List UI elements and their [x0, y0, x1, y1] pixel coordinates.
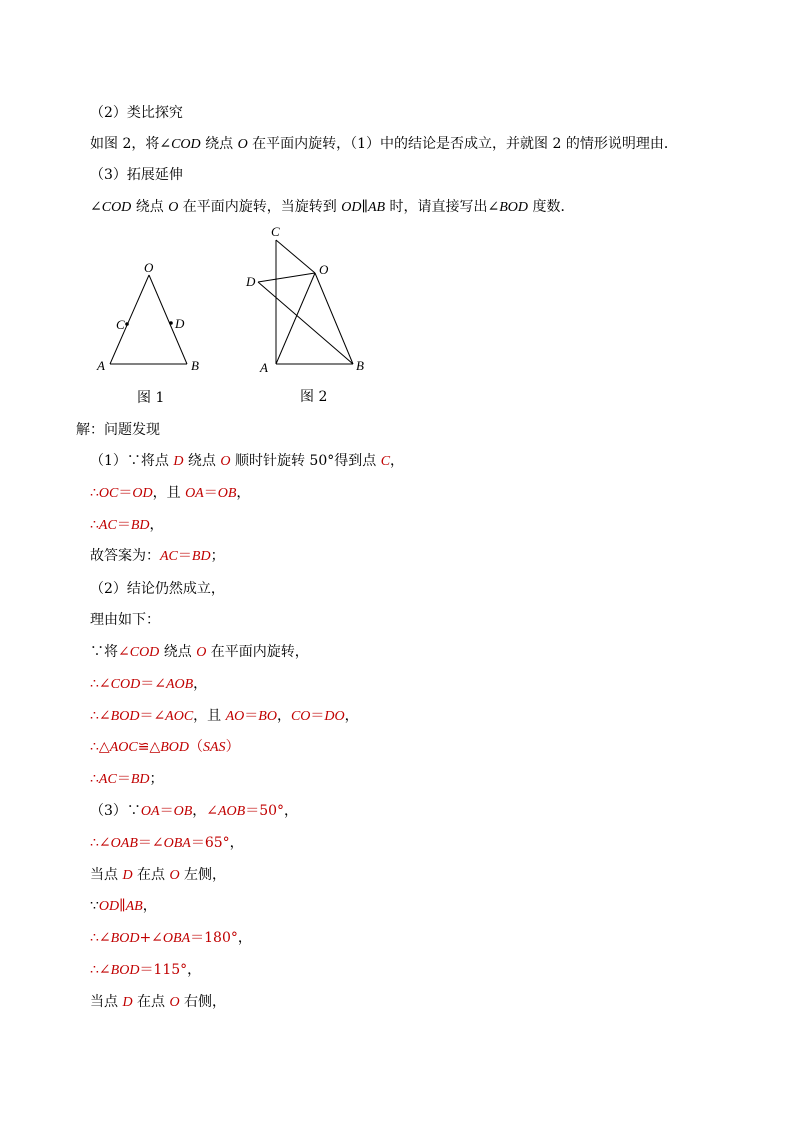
text-run: ＝115° — [139, 962, 188, 978]
text-run: AOC — [109, 740, 138, 755]
text-run: OB — [217, 486, 237, 501]
text-run: ， — [187, 962, 202, 978]
solution-line — [90, 452, 404, 471]
solution-heading: 解：问题发现 — [76, 422, 160, 438]
text-run: 右侧， — [179, 994, 227, 1010]
text-run: 绕点 — [131, 199, 169, 215]
text-run: ＝50° — [245, 803, 285, 819]
text-run: ， — [192, 803, 207, 819]
text-run: O — [169, 868, 180, 883]
text-run: 在平面内旋转，当旋转到 — [178, 199, 342, 215]
text-run: ∵ — [90, 898, 99, 914]
text-run: ＝ — [140, 676, 155, 692]
text-run: AO — [225, 709, 245, 724]
text-run: 如图 2，将 — [90, 136, 160, 152]
text-run: OA — [140, 804, 160, 819]
text-run: ∴ — [90, 517, 99, 533]
part3-heading: （3）拓展延伸 — [90, 167, 183, 183]
text-run: （2）结论仍然成立， — [90, 581, 225, 597]
text-run: ， — [142, 898, 157, 914]
text-run: 当点 — [90, 994, 123, 1010]
text-run: ； — [149, 771, 164, 787]
solution-line — [90, 866, 226, 885]
text-run: O — [169, 995, 180, 1010]
text-run: ∵将 — [90, 644, 118, 660]
text-run: 绕点 — [200, 136, 238, 152]
text-run: OA — [185, 486, 204, 501]
fig1-label-a: A — [97, 358, 105, 373]
text-run: ， — [344, 708, 359, 724]
text-run: ∴ — [90, 708, 99, 724]
text-run: ＝ — [118, 485, 133, 501]
fig2-label-c: C — [271, 224, 280, 239]
solution-line — [90, 961, 201, 980]
text-run: O — [196, 645, 207, 660]
text-run: 在平面内旋转， — [206, 644, 309, 660]
text-run: 在平面内旋转，（1）中的结论是否成立，并就图 2 的情形说明理由． — [247, 136, 678, 152]
text-run: OC — [98, 486, 119, 501]
text-run: ，且 — [152, 485, 186, 501]
solution-line — [90, 707, 359, 726]
text-run: 当点 — [90, 867, 123, 883]
text-run: 理由如下： — [90, 612, 160, 628]
text-run: ∠OBA — [151, 931, 191, 946]
text-run: ， — [237, 930, 252, 946]
text-run: ∴ — [90, 739, 99, 755]
text-run: BD — [191, 549, 211, 564]
text-run: △ — [149, 739, 161, 755]
text-run: ＝65° — [190, 835, 230, 851]
figure-2-caption: 图 2 — [300, 389, 328, 405]
text-run: ∥ — [119, 898, 126, 914]
text-run: ， — [229, 835, 244, 851]
text-run: ∴ — [90, 962, 99, 978]
fig1-label-d: D — [175, 316, 185, 331]
text-run: ＝ — [244, 708, 259, 724]
text-run: （ — [189, 739, 203, 755]
text-run: ∠COD — [118, 645, 160, 660]
solution-line — [90, 993, 226, 1012]
text-run: 故答案为： — [90, 548, 160, 564]
text-run: 在点 — [132, 867, 170, 883]
figure-1-caption: 图 1 — [137, 390, 165, 406]
text-run: C — [380, 454, 391, 469]
text-run: 左侧， — [179, 867, 227, 883]
text-run: ∠BOD — [98, 709, 140, 724]
text-run: ∠AOB — [206, 804, 246, 819]
part2-text — [90, 135, 678, 154]
text-run: ＝180° — [190, 930, 238, 946]
fig2-label-b: B — [356, 358, 364, 373]
text-run: ＝ — [116, 517, 131, 533]
fig2-label-a: A — [260, 360, 268, 375]
text-run: ； — [210, 548, 225, 564]
text-run: AC — [98, 772, 117, 787]
text-run: ≌ — [137, 739, 150, 755]
text-run: OB — [173, 804, 193, 819]
text-run: O — [237, 137, 248, 152]
text-run: ∠AOC — [153, 709, 194, 724]
fig1-label-b: B — [191, 358, 199, 373]
solution-line — [90, 802, 298, 821]
text-run: ∴ — [90, 930, 99, 946]
text-run: ∴ — [90, 835, 99, 851]
text-run: ， — [236, 485, 251, 501]
text-run: O — [168, 200, 179, 215]
text-run: ＝ — [203, 485, 218, 501]
solution-line — [90, 897, 157, 916]
text-run: ） — [225, 739, 240, 755]
solution-line — [90, 643, 309, 662]
text-run: ∠COD — [98, 677, 141, 692]
text-run: D — [173, 454, 184, 469]
text-run: ， — [149, 517, 164, 533]
text-run: ∠BOD — [487, 200, 529, 215]
text-run: OD — [132, 486, 153, 501]
text-run: BOD — [160, 740, 189, 755]
text-run: 绕点 — [183, 453, 221, 469]
text-run: ∴ — [90, 771, 99, 787]
text-run: △ — [98, 739, 110, 755]
part2-heading: （2）类比探究 — [90, 105, 183, 121]
text-run: OD — [341, 200, 362, 215]
text-run: ， — [390, 453, 405, 469]
text-run: ＝ — [159, 803, 174, 819]
text-run: AC — [160, 549, 178, 564]
text-run: BD — [130, 518, 150, 533]
text-run: ∥ — [361, 199, 368, 215]
text-run: AB — [125, 899, 143, 914]
text-run: ∠BOD — [98, 931, 140, 946]
solution-line — [90, 929, 252, 948]
text-run: ＝ — [310, 708, 325, 724]
solution-line — [90, 770, 163, 789]
text-run: BO — [258, 709, 277, 724]
text-run: D — [122, 868, 133, 883]
text-run: + — [139, 930, 152, 946]
text-run: （3）∵ — [90, 803, 141, 819]
text-run: D — [122, 995, 133, 1010]
text-run: 度数． — [528, 199, 575, 215]
fig1-label-o: O — [144, 260, 154, 275]
solution-line — [90, 484, 250, 503]
solution-line — [90, 738, 240, 757]
text-run: ∠OAB — [98, 836, 138, 851]
solution-line — [90, 547, 225, 566]
text-run: CO — [290, 709, 311, 724]
text-run: ∠BOD — [98, 963, 140, 978]
text-run: ＝ — [177, 548, 192, 564]
text-run: AB — [367, 200, 386, 215]
text-run: ∴ — [90, 676, 99, 692]
text-run: ∴ — [90, 485, 99, 501]
text-run: ∠AOB — [154, 677, 194, 692]
text-run: DO — [324, 709, 345, 724]
figure-2-diagram — [240, 222, 375, 380]
text-run: ∠COD — [159, 137, 201, 152]
part3-text — [90, 198, 574, 217]
solution-line — [90, 675, 207, 694]
text-run: ，且 — [193, 708, 226, 724]
text-run: 在点 — [132, 994, 170, 1010]
solution-line — [90, 611, 160, 629]
text-run: （1）∵将点 — [90, 453, 174, 469]
text-run: O — [220, 454, 231, 469]
text-run: ＝ — [137, 835, 152, 851]
figure-1-diagram — [90, 255, 220, 380]
text-run: 绕点 — [159, 644, 197, 660]
text-run: 时，请直接写出 — [385, 199, 488, 215]
solution-line — [90, 834, 244, 853]
fig2-label-o: O — [319, 262, 329, 277]
text-run: ， — [193, 676, 208, 692]
text-run: ＝ — [116, 771, 131, 787]
solution-line — [90, 516, 163, 535]
text-run: 顺时针旋转 50°得到点 — [230, 453, 381, 469]
text-run: ＝ — [139, 708, 154, 724]
text-run: ∠OBA — [151, 836, 191, 851]
fig1-label-c: C — [116, 317, 125, 332]
text-run: OD — [98, 899, 120, 914]
solution-line — [90, 580, 225, 598]
text-run: ， — [284, 803, 299, 819]
text-run: ∠COD — [90, 200, 132, 215]
text-run: SAS — [203, 740, 226, 755]
fig2-label-d: D — [246, 274, 256, 289]
text-run: ， — [276, 708, 291, 724]
text-run: BD — [130, 772, 150, 787]
text-run: AC — [98, 518, 117, 533]
